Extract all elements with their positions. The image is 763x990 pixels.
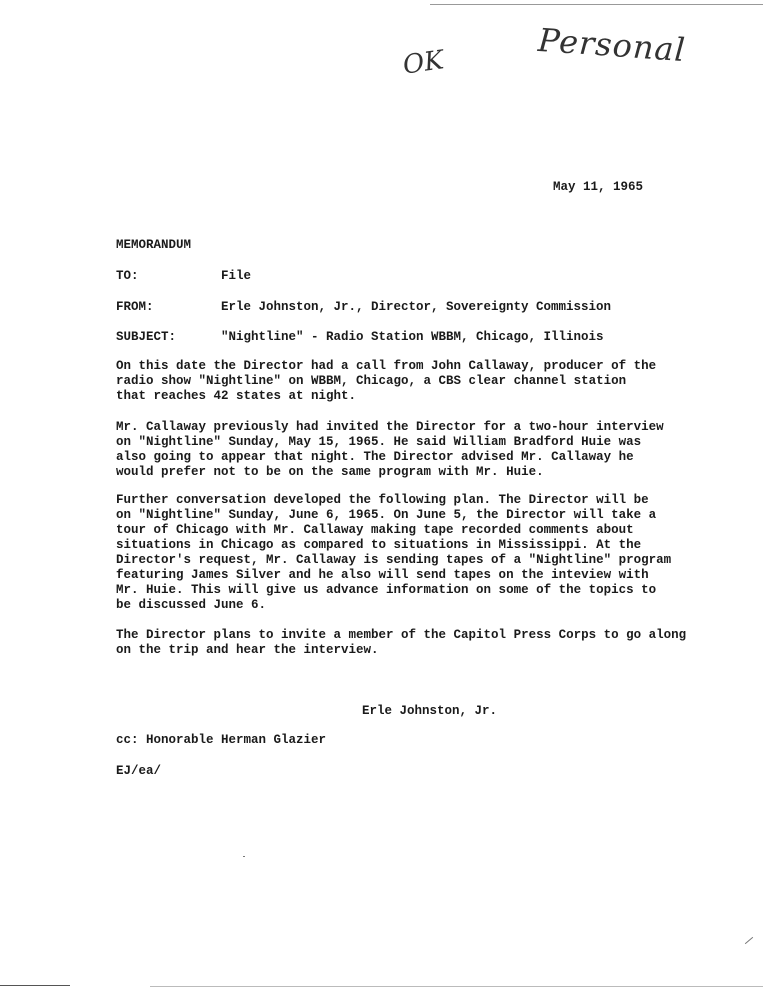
scan-speck: [243, 856, 245, 857]
paragraph-line: Further conversation developed the following plan. The Director will be: [116, 493, 649, 507]
paragraph-1: [116, 359, 706, 404]
paragraph-line: be discussed June 6.: [116, 598, 267, 612]
to-label: TO:: [116, 269, 139, 283]
paragraph-line: Director's request, Mr. Callaway is sending tapes of a "Nightline" program: [116, 553, 672, 567]
paragraph-line: On this date the Director had a call from John Callaway, producer of the: [116, 359, 657, 373]
scan-speck: [745, 937, 753, 944]
handwritten-initials: OK: [401, 45, 446, 81]
paragraph-2: [116, 420, 706, 480]
cc-line: cc: Honorable Herman Glazier: [116, 733, 327, 747]
bottom-edge-line: [0, 985, 70, 986]
paragraph-line: featuring James Silver and he also will send tapes on the inteview with: [116, 568, 649, 582]
paragraph-line: on "Nightline" Sunday, June 6, 1965. On June 5, the Director will take a: [116, 508, 657, 522]
paragraph-line: also going to appear that night. The Director advised Mr. Callaway he: [116, 450, 634, 464]
paragraph-line: tour of Chicago with Mr. Callaway making tape recorded comments about: [116, 523, 634, 537]
paragraph-4: [116, 628, 706, 658]
bottom-edge-line-right: [150, 986, 763, 987]
paragraph-3: [116, 493, 706, 613]
paragraph-line: on "Nightline" Sunday, May 15, 1965. He said William Bradford Huie was: [116, 435, 642, 449]
paragraph-line: situations in Chicago as compared to situations in Mississippi. At the: [116, 538, 642, 552]
signature: Erle Johnston, Jr.: [362, 704, 498, 718]
subject-value: "Nightline" - Radio Station WBBM, Chicago, Illinois: [221, 330, 604, 344]
paragraph-line: that reaches 42 states at night.: [116, 389, 357, 403]
from-label: FROM:: [116, 300, 154, 314]
paragraph-line: The Director plans to invite a member of the Capitol Press Corps to go along: [116, 628, 687, 642]
paragraph-line: Mr. Callaway previously had invited the Director for a two-hour interview: [116, 420, 664, 434]
memo-date: May 11, 1965: [553, 180, 644, 194]
paragraph-line: on the trip and hear the interview.: [116, 643, 379, 657]
paragraph-line: Mr. Huie. This will give us advance information on some of the topics to: [116, 583, 657, 597]
top-edge-line: [430, 4, 763, 5]
reference-initials: EJ/ea/: [116, 764, 162, 778]
paragraph-line: would prefer not to be on the same program with Mr. Huie.: [116, 465, 544, 479]
subject-label: SUBJECT:: [116, 330, 177, 344]
handwritten-note: Personal: [536, 20, 688, 70]
to-value: File: [221, 269, 252, 283]
paragraph-line: radio show "Nightline" on WBBM, Chicago, a CBS clear channel station: [116, 374, 627, 388]
from-value: Erle Johnston, Jr., Director, Sovereignty Commission: [221, 300, 612, 314]
memo-heading: MEMORANDUM: [116, 238, 192, 252]
